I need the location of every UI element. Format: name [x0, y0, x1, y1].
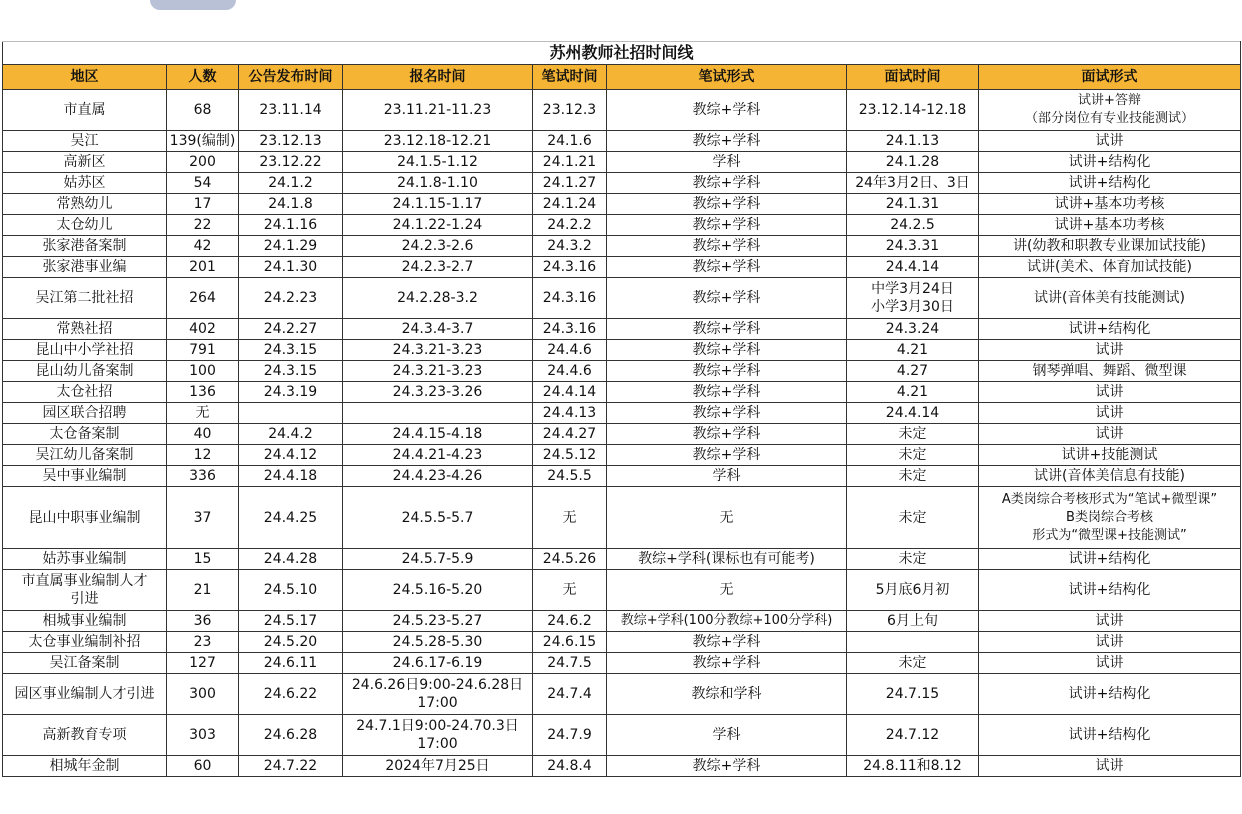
table-row: [3, 549, 1241, 570]
column-header-interview-time: 面试时间: [847, 65, 979, 90]
cell-signup: 23.12.18-12.21: [343, 131, 533, 152]
cell-count: 300: [167, 674, 239, 715]
cell-interview-time: 未定: [847, 424, 979, 445]
cell-announce: 24.6.28: [239, 715, 343, 756]
cell-interview-form: 试讲: [979, 340, 1241, 361]
cell-interview-time: 24.1.28: [847, 152, 979, 173]
cell-announce: 24.7.22: [239, 756, 343, 777]
table-row: [3, 756, 1241, 777]
cell-announce: 24.6.22: [239, 674, 343, 715]
cell-interview-form: 试讲(音体美有技能测试): [979, 278, 1241, 319]
cell-signup: 24.5.16-5.20: [343, 570, 533, 611]
cell-announce: 24.3.15: [239, 340, 343, 361]
cell-interview-form: 试讲+结构化: [979, 152, 1241, 173]
cell-count: 68: [167, 90, 239, 131]
table-row: [3, 278, 1241, 319]
cell-exam-time: 24.1.6: [533, 131, 607, 152]
cell-count: 60: [167, 756, 239, 777]
cell-signup: 24.1.22-1.24: [343, 215, 533, 236]
cell-interview-form: 试讲: [979, 403, 1241, 424]
cell-signup: 24.4.21-4.23: [343, 445, 533, 466]
cell-signup: 24.2.28-3.2: [343, 278, 533, 319]
cell-region: 昆山中小学社招: [3, 340, 167, 361]
cell-count: 402: [167, 319, 239, 340]
table-row: [3, 361, 1241, 382]
cell-count: 127: [167, 653, 239, 674]
cell-announce: 24.4.18: [239, 466, 343, 487]
cell-signup: 24.3.21-3.23: [343, 340, 533, 361]
cell-announce: 24.4.12: [239, 445, 343, 466]
cell-signup: 24.1.8-1.10: [343, 173, 533, 194]
cell-count: 12: [167, 445, 239, 466]
cell-exam-time: 24.5.5: [533, 466, 607, 487]
cell-exam-form: 教综+学科: [607, 424, 847, 445]
table-row: [3, 611, 1241, 632]
table-row: [3, 236, 1241, 257]
cell-interview-time: 4.27: [847, 361, 979, 382]
table-body: [3, 90, 1241, 777]
table-row: [3, 319, 1241, 340]
cell-interview-time: 未定: [847, 445, 979, 466]
cell-signup: 2024年7月25日: [343, 756, 533, 777]
cell-exam-form: 教综+学科: [607, 236, 847, 257]
cell-region: 常熟幼儿: [3, 194, 167, 215]
cell-signup: [343, 403, 533, 424]
cell-exam-time: 24.3.2: [533, 236, 607, 257]
cell-announce: 24.4.25: [239, 487, 343, 549]
cell-exam-time: 24.4.6: [533, 361, 607, 382]
table-row: [3, 403, 1241, 424]
cell-exam-form: 教综+学科: [607, 173, 847, 194]
cell-interview-time: 未定: [847, 653, 979, 674]
top-partial-image: [150, 0, 236, 10]
table-row: [3, 653, 1241, 674]
cell-exam-time: 24.7.5: [533, 653, 607, 674]
cell-exam-time: 24.3.16: [533, 278, 607, 319]
cell-interview-form: 试讲+结构化: [979, 674, 1241, 715]
cell-count: 36: [167, 611, 239, 632]
cell-signup: 24.3.23-3.26: [343, 382, 533, 403]
cell-region: 常熟社招: [3, 319, 167, 340]
cell-exam-form: 教综+学科(100分教综+100分学科): [607, 611, 847, 632]
cell-region: 市直属事业编制人才 引进: [3, 570, 167, 611]
cell-region: 吴中事业编制: [3, 466, 167, 487]
cell-region: 太仓社招: [3, 382, 167, 403]
cell-interview-form: 试讲+结构化: [979, 319, 1241, 340]
cell-signup: 24.2.3-2.7: [343, 257, 533, 278]
cell-signup: 24.5.7-5.9: [343, 549, 533, 570]
cell-region: 昆山中职事业编制: [3, 487, 167, 549]
cell-exam-form: 教综+学科: [607, 257, 847, 278]
cell-interview-form: 试讲+答辩 （部分岗位有专业技能测试）: [979, 90, 1241, 131]
cell-signup: 24.3.4-3.7: [343, 319, 533, 340]
table-row: [3, 570, 1241, 611]
cell-exam-time: 24.7.9: [533, 715, 607, 756]
table-row: [3, 90, 1241, 131]
cell-interview-time: 24年3月2日、3日: [847, 173, 979, 194]
cell-interview-form: 钢琴弹唱、舞蹈、微型课: [979, 361, 1241, 382]
cell-exam-form: 教综+学科: [607, 278, 847, 319]
table-row: [3, 632, 1241, 653]
cell-exam-form: 教综+学科: [607, 131, 847, 152]
cell-exam-time: 24.2.2: [533, 215, 607, 236]
cell-exam-time: 24.4.14: [533, 382, 607, 403]
cell-count: 无: [167, 403, 239, 424]
cell-region: 相城年金制: [3, 756, 167, 777]
cell-region: 昆山幼儿备案制: [3, 361, 167, 382]
cell-signup: 24.3.21-3.23: [343, 361, 533, 382]
cell-region: 相城事业编制: [3, 611, 167, 632]
cell-exam-form: 教综+学科: [607, 632, 847, 653]
cell-exam-form: 教综+学科: [607, 90, 847, 131]
cell-exam-form: 教综+学科: [607, 403, 847, 424]
cell-exam-form: 无: [607, 487, 847, 549]
cell-interview-form: 试讲(音体美信息有技能): [979, 466, 1241, 487]
cell-interview-form: 试讲: [979, 131, 1241, 152]
cell-exam-time: 24.1.24: [533, 194, 607, 215]
cell-exam-form: 教综+学科: [607, 756, 847, 777]
cell-count: 54: [167, 173, 239, 194]
cell-interview-form: 试讲: [979, 756, 1241, 777]
cell-interview-form: 试讲+结构化: [979, 570, 1241, 611]
cell-count: 17: [167, 194, 239, 215]
cell-interview-time: 4.21: [847, 340, 979, 361]
cell-count: 264: [167, 278, 239, 319]
cell-region: 太仓备案制: [3, 424, 167, 445]
cell-interview-form: 试讲+结构化: [979, 549, 1241, 570]
cell-count: 303: [167, 715, 239, 756]
cell-count: 37: [167, 487, 239, 549]
timeline-table: [2, 41, 1241, 777]
cell-signup: 24.7.1日9:00-24.70.3日 17:00: [343, 715, 533, 756]
cell-interview-form: 讲(幼教和职教专业课加试技能): [979, 236, 1241, 257]
table-row: [3, 194, 1241, 215]
cell-exam-form: 教综和学科: [607, 674, 847, 715]
table-row: [3, 424, 1241, 445]
cell-exam-form: 学科: [607, 152, 847, 173]
page-title: 苏州教师社招时间线: [3, 42, 1241, 65]
cell-exam-time: 24.1.21: [533, 152, 607, 173]
cell-announce: 24.5.17: [239, 611, 343, 632]
cell-exam-form: 教综+学科: [607, 194, 847, 215]
cell-count: 200: [167, 152, 239, 173]
cell-exam-time: 23.12.3: [533, 90, 607, 131]
cell-count: 40: [167, 424, 239, 445]
cell-region: 吴江第二批社招: [3, 278, 167, 319]
cell-interview-time: 24.8.11和8.12: [847, 756, 979, 777]
cell-announce: 24.1.8: [239, 194, 343, 215]
cell-exam-time: 无: [533, 487, 607, 549]
cell-interview-time: 未定: [847, 466, 979, 487]
cell-interview-time: 23.12.14-12.18: [847, 90, 979, 131]
cell-announce: 23.12.13: [239, 131, 343, 152]
cell-announce: 24.5.10: [239, 570, 343, 611]
cell-interview-form: 试讲+技能测试: [979, 445, 1241, 466]
cell-interview-time: 24.1.13: [847, 131, 979, 152]
cell-exam-form: 教综+学科: [607, 319, 847, 340]
cell-count: 42: [167, 236, 239, 257]
cell-interview-time: 24.3.24: [847, 319, 979, 340]
cell-interview-time: 未定: [847, 487, 979, 549]
cell-exam-time: 24.5.12: [533, 445, 607, 466]
cell-region: 太仓事业编制补招: [3, 632, 167, 653]
cell-announce: 24.2.23: [239, 278, 343, 319]
cell-exam-form: 教综+学科: [607, 340, 847, 361]
cell-exam-form: 教综+学科: [607, 653, 847, 674]
cell-interview-form: 试讲(美术、体育加试技能): [979, 257, 1241, 278]
cell-interview-form: 试讲: [979, 653, 1241, 674]
cell-region: 市直属: [3, 90, 167, 131]
cell-interview-time: 6月上旬: [847, 611, 979, 632]
cell-region: 张家港事业编: [3, 257, 167, 278]
cell-exam-form: 教综+学科: [607, 445, 847, 466]
column-header-signup: 报名时间: [343, 65, 533, 90]
column-header-announce: 公告发布时间: [239, 65, 343, 90]
table-row: [3, 445, 1241, 466]
cell-interview-time: 中学3月24日 小学3月30日: [847, 278, 979, 319]
cell-announce: 24.3.15: [239, 361, 343, 382]
table-row: [3, 173, 1241, 194]
cell-signup: 24.2.3-2.6: [343, 236, 533, 257]
cell-announce: 24.4.28: [239, 549, 343, 570]
cell-count: 23: [167, 632, 239, 653]
cell-announce: 24.6.11: [239, 653, 343, 674]
cell-exam-time: 24.6.2: [533, 611, 607, 632]
table-row: [3, 382, 1241, 403]
cell-exam-time: 24.1.27: [533, 173, 607, 194]
table-row: [3, 487, 1241, 549]
cell-region: 姑苏事业编制: [3, 549, 167, 570]
cell-count: 136: [167, 382, 239, 403]
table-row: [3, 715, 1241, 756]
cell-interview-form: 试讲: [979, 382, 1241, 403]
cell-region: 太仓幼儿: [3, 215, 167, 236]
cell-exam-form: 无: [607, 570, 847, 611]
cell-announce: 23.11.14: [239, 90, 343, 131]
cell-interview-time: 24.7.12: [847, 715, 979, 756]
cell-signup: 24.1.5-1.12: [343, 152, 533, 173]
cell-interview-time: 24.2.5: [847, 215, 979, 236]
cell-count: 139(编制): [167, 131, 239, 152]
cell-count: 15: [167, 549, 239, 570]
cell-exam-time: 24.7.4: [533, 674, 607, 715]
cell-interview-time: 未定: [847, 549, 979, 570]
table-row: [3, 215, 1241, 236]
cell-count: 791: [167, 340, 239, 361]
cell-exam-time: 24.8.4: [533, 756, 607, 777]
cell-exam-time: 无: [533, 570, 607, 611]
cell-announce: 24.5.20: [239, 632, 343, 653]
cell-region: 吴江: [3, 131, 167, 152]
cell-region: 张家港备案制: [3, 236, 167, 257]
cell-region: 高新区: [3, 152, 167, 173]
column-header-count: 人数: [167, 65, 239, 90]
cell-region: 姑苏区: [3, 173, 167, 194]
table-row: [3, 152, 1241, 173]
cell-exam-form: 学科: [607, 466, 847, 487]
cell-announce: 24.1.2: [239, 173, 343, 194]
cell-exam-time: 24.3.16: [533, 257, 607, 278]
table-row: [3, 466, 1241, 487]
cell-region: 吴江幼儿备案制: [3, 445, 167, 466]
cell-region: 园区事业编制人才引进: [3, 674, 167, 715]
cell-announce: 24.4.2: [239, 424, 343, 445]
cell-region: 园区联合招聘: [3, 403, 167, 424]
timeline-table-container: [2, 41, 1240, 777]
cell-signup: 24.6.26日9:00-24.6.28日 17:00: [343, 674, 533, 715]
cell-signup: 24.1.15-1.17: [343, 194, 533, 215]
cell-exam-form: 教综+学科(课标也有可能考): [607, 549, 847, 570]
cell-signup: 23.11.21-11.23: [343, 90, 533, 131]
cell-interview-time: 24.7.15: [847, 674, 979, 715]
cell-exam-form: 教综+学科: [607, 361, 847, 382]
cell-exam-time: 24.4.13: [533, 403, 607, 424]
cell-count: 201: [167, 257, 239, 278]
cell-interview-form: 试讲: [979, 424, 1241, 445]
cell-interview-time: 5月底6月初: [847, 570, 979, 611]
column-header-interview-form: 面试形式: [979, 65, 1241, 90]
cell-announce: 23.12.22: [239, 152, 343, 173]
cell-interview-form: 试讲+结构化: [979, 715, 1241, 756]
table-row: [3, 131, 1241, 152]
cell-region: 吴江备案制: [3, 653, 167, 674]
cell-signup: 24.5.5-5.7: [343, 487, 533, 549]
cell-signup: 24.4.23-4.26: [343, 466, 533, 487]
cell-interview-time: 24.1.31: [847, 194, 979, 215]
table-row: [3, 257, 1241, 278]
cell-interview-form: 试讲+基本功考核: [979, 215, 1241, 236]
cell-exam-time: 24.4.6: [533, 340, 607, 361]
cell-signup: 24.5.23-5.27: [343, 611, 533, 632]
cell-count: 100: [167, 361, 239, 382]
cell-announce: 24.2.27: [239, 319, 343, 340]
cell-announce: 24.1.30: [239, 257, 343, 278]
cell-announce: 24.1.16: [239, 215, 343, 236]
cell-interview-time: 4.21: [847, 382, 979, 403]
cell-announce: 24.3.19: [239, 382, 343, 403]
column-header-exam-form: 笔试形式: [607, 65, 847, 90]
cell-interview-time: 24.3.31: [847, 236, 979, 257]
column-header-exam-time: 笔试时间: [533, 65, 607, 90]
cell-interview-form: 试讲: [979, 632, 1241, 653]
cell-signup: 24.4.15-4.18: [343, 424, 533, 445]
table-row: [3, 340, 1241, 361]
cell-interview-time: 24.4.14: [847, 257, 979, 278]
header-row: [3, 65, 1241, 90]
cell-exam-form: 教综+学科: [607, 382, 847, 403]
table-row: [3, 674, 1241, 715]
cell-interview-form: 试讲: [979, 611, 1241, 632]
cell-region: 高新教育专项: [3, 715, 167, 756]
cell-count: 22: [167, 215, 239, 236]
column-header-region: 地区: [3, 65, 167, 90]
cell-signup: 24.6.17-6.19: [343, 653, 533, 674]
cell-announce: [239, 403, 343, 424]
cell-exam-form: 教综+学科: [607, 215, 847, 236]
cell-count: 21: [167, 570, 239, 611]
cell-exam-time: 24.6.15: [533, 632, 607, 653]
cell-announce: 24.1.29: [239, 236, 343, 257]
cell-interview-form: 试讲+结构化: [979, 173, 1241, 194]
cell-exam-time: 24.4.27: [533, 424, 607, 445]
cell-interview-time: 24.4.14: [847, 403, 979, 424]
cell-interview-form: 试讲+基本功考核: [979, 194, 1241, 215]
cell-exam-form: 学科: [607, 715, 847, 756]
cell-signup: 24.5.28-5.30: [343, 632, 533, 653]
cell-exam-time: 24.3.16: [533, 319, 607, 340]
cell-interview-form: A类岗综合考核形式为“笔试+微型课” B类岗综合考核 形式为“微型课+技能测试”: [979, 487, 1241, 549]
cell-interview-time: [847, 632, 979, 653]
cell-exam-time: 24.5.26: [533, 549, 607, 570]
cell-count: 336: [167, 466, 239, 487]
